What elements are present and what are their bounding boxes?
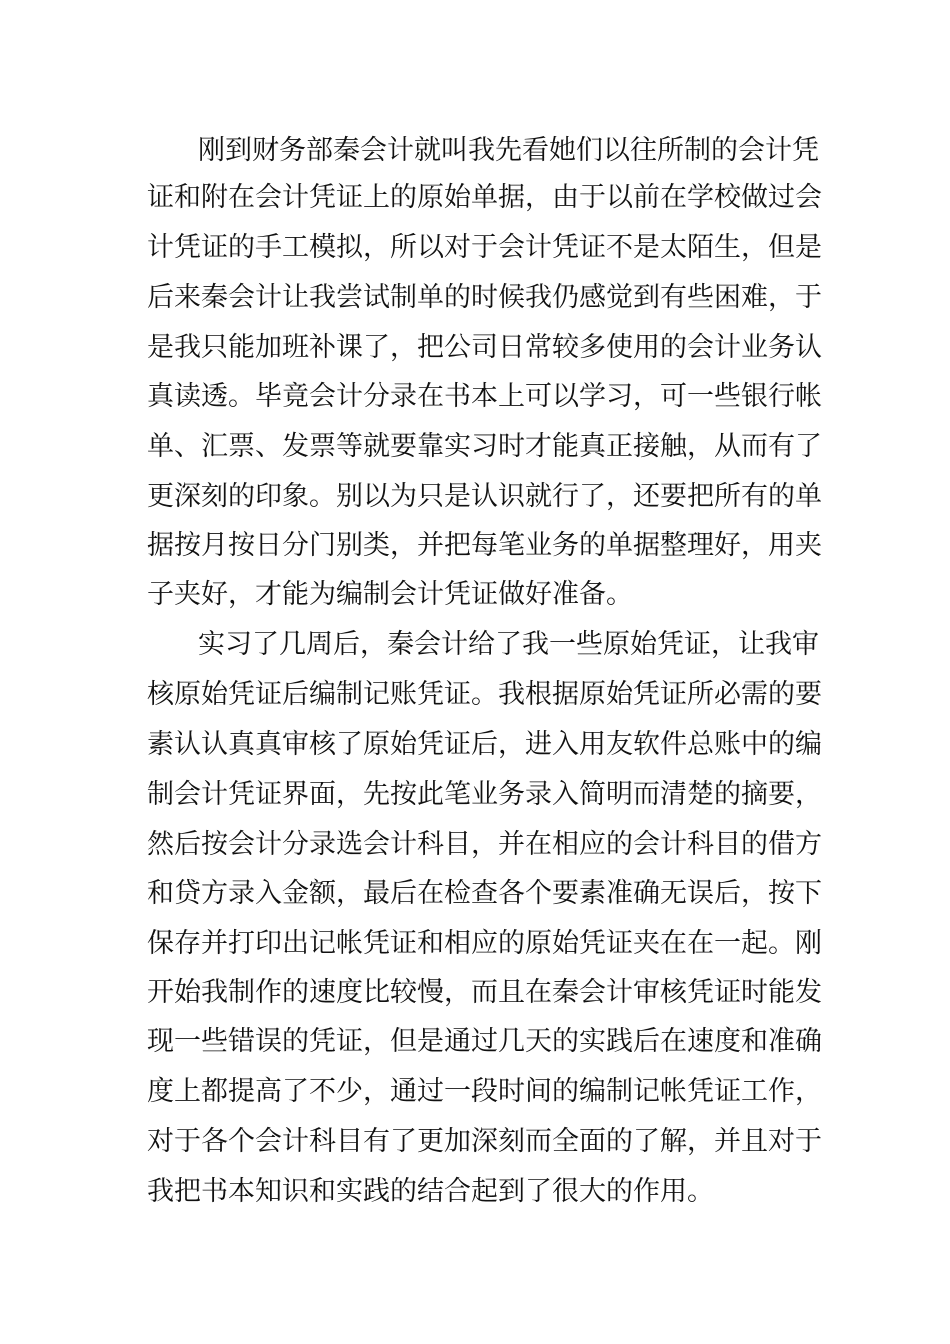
paragraph-2-line-6: 和贷方录入金额，最后在检查各个要素准确无误后，按下 [147, 878, 822, 909]
paragraph-2-line-3: 素认认真真审核了原始凭证后，进入用友软件总账中的编 [147, 729, 822, 760]
paragraph-1-line-7: 单、汇票、发票等就要靠实习时才能真正接触，从而有了 [147, 431, 822, 462]
paragraph-1-line-3: 计凭证的手工模拟，所以对于会计凭证不是太陌生，但是 [147, 232, 822, 263]
paragraph-2-line-10: 度上都提高了不少，通过一段时间的编制记帐凭证工作， [147, 1076, 822, 1107]
paragraph-1-line-2: 证和附在会计凭证上的原始单据，由于以前在学校做过会 [147, 182, 822, 213]
paragraph-2-line-4: 制会计凭证界面，先按此笔业务录入简明而清楚的摘要， [147, 779, 822, 810]
paragraph-2-line-2: 核原始凭证后编制记账凭证。我根据原始凭证所必需的要 [147, 679, 822, 710]
paragraph-2-line-12: 我把书本知识和实践的结合起到了很大的作用。 [147, 1176, 714, 1207]
paragraph-1-line-8: 更深刻的印象。别以为只是认识就行了，还要把所有的单 [147, 481, 822, 512]
paragraph-1-line-1: 刚到财务部秦会计就叫我先看她们以往所制的会计凭 [198, 135, 819, 166]
paragraph-2-line-1: 实习了几周后，秦会计给了我一些原始凭证，让我审 [198, 629, 819, 660]
paragraph-2-line-5: 然后按会计分录选会计科目，并在相应的会计科目的借方 [147, 829, 822, 860]
paragraph-2-line-11: 对于各个会计科目有了更加深刻而全面的了解，并且对于 [147, 1126, 822, 1157]
paragraph-2-line-9: 现一些错误的凭证，但是通过几天的实践后在速度和准确 [147, 1026, 822, 1057]
paragraph-1-line-5: 是我只能加班补课了，把公司日常较多使用的会计业务认 [147, 332, 822, 363]
paragraph-1-line-4: 后来秦会计让我尝试制单的时候我仍感觉到有些困难，于 [147, 282, 822, 313]
paragraph-1-line-10: 子夹好，才能为编制会计凭证做好准备。 [147, 579, 633, 610]
paragraph-2-line-8: 开始我制作的速度比较慢，而且在秦会计审核凭证时能发 [147, 977, 822, 1008]
paragraph-2-line-7: 保存并打印出记帐凭证和相应的原始凭证夹在在一起。刚 [147, 928, 822, 959]
paragraph-1-line-9: 据按月按日分门别类，并把每笔业务的单据整理好，用夹 [147, 530, 822, 561]
paragraph-1-line-6: 真读透。毕竟会计分录在书本上可以学习，可一些银行帐 [147, 381, 822, 412]
